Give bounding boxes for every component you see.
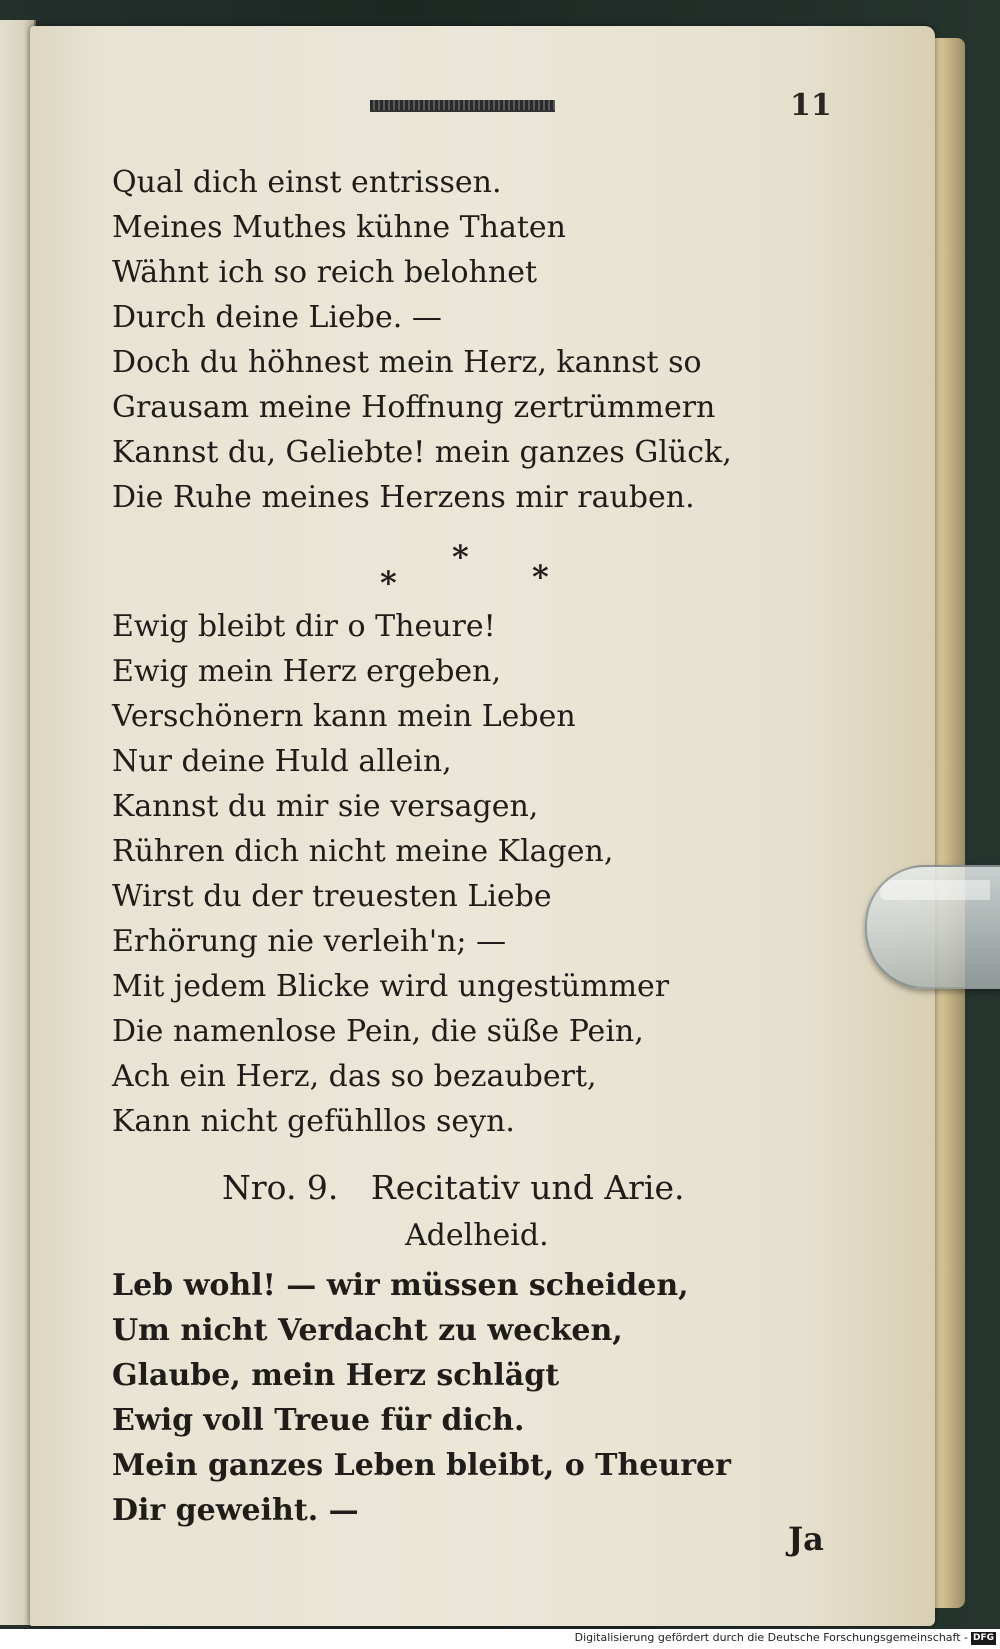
verse-line: Leb wohl! — wir müssen scheiden, <box>112 1268 689 1303</box>
stanza-1 <box>112 160 752 520</box>
verse-line: Ewig bleibt dir o Theure! <box>112 609 496 644</box>
verse-line: Mit jedem Blicke wird ungestümmer <box>112 969 670 1004</box>
asterisk: * <box>380 564 397 602</box>
verse-line: Um nicht Verdacht zu wecken, <box>112 1313 623 1348</box>
verse-line: Glaube, mein Herz schlägt <box>112 1358 560 1393</box>
verse-line: Erhörung nie verleih'n; — <box>112 924 507 959</box>
verse-line: Nur deine Huld allein, <box>112 744 452 779</box>
header-ornament <box>370 100 555 112</box>
page-number: 11 <box>790 88 832 123</box>
verse-line: Ewig voll Treue für dich. <box>112 1403 525 1438</box>
verse-line: Verschönern kann mein Leben <box>112 699 576 734</box>
verse-line: Kann nicht gefühllos seyn. <box>112 1104 515 1139</box>
section-title: Recitativ und Arie. <box>370 1168 685 1207</box>
page-clip-highlight <box>880 880 990 900</box>
verse-line: Rühren dich nicht meine Klagen, <box>112 834 614 869</box>
section-heading <box>222 1168 742 1207</box>
verse-line: Ach ein Herz, das so bezaubert, <box>112 1059 597 1094</box>
verse-line: Meines Muthes kühne Thaten <box>112 210 566 245</box>
section-number: Nro. 9. <box>222 1168 339 1207</box>
funding-credit: Digitalisierung gefördert durch die Deutsche Forschungsgemeinschaft - <box>574 1631 968 1644</box>
verse-line: Grausam meine Hoffnung zertrümmern <box>112 390 716 425</box>
verse-line: Die namenlose Pein, die süße Pein, <box>112 1014 644 1049</box>
verse-line: Kannst du, Geliebte! mein ganzes Glück, <box>112 435 732 470</box>
dfg-logo: DFG <box>972 1633 994 1643</box>
verse-line: Die Ruhe meines Herzens mir rauben. <box>112 480 695 515</box>
verse-line: Kannst du mir sie versagen, <box>112 789 539 824</box>
verse-line: Doch du höhnest mein Herz, kannst so <box>112 345 702 380</box>
asterisk: * <box>532 558 549 596</box>
stanza-2 <box>112 605 752 1145</box>
asterisk: * <box>452 538 469 576</box>
verse-line: Ewig mein Herz ergeben, <box>112 654 502 689</box>
catchword: Ja <box>788 1520 824 1558</box>
verse-line: Dir geweiht. — <box>112 1493 359 1528</box>
verse-line: Wirst du der treuesten Liebe <box>112 879 552 914</box>
speaker-name: Adelheid. <box>405 1218 549 1253</box>
stanza-3 <box>112 1263 752 1533</box>
verse-line: Durch deine Liebe. — <box>112 300 442 335</box>
verse-line: Wähnt ich so reich belohnet <box>112 255 538 290</box>
verse-line: Qual dich einst entrissen. <box>112 165 502 200</box>
asterism-separator <box>380 538 580 602</box>
verse-line: Mein ganzes Leben bleibt, o Theurer <box>112 1448 731 1483</box>
